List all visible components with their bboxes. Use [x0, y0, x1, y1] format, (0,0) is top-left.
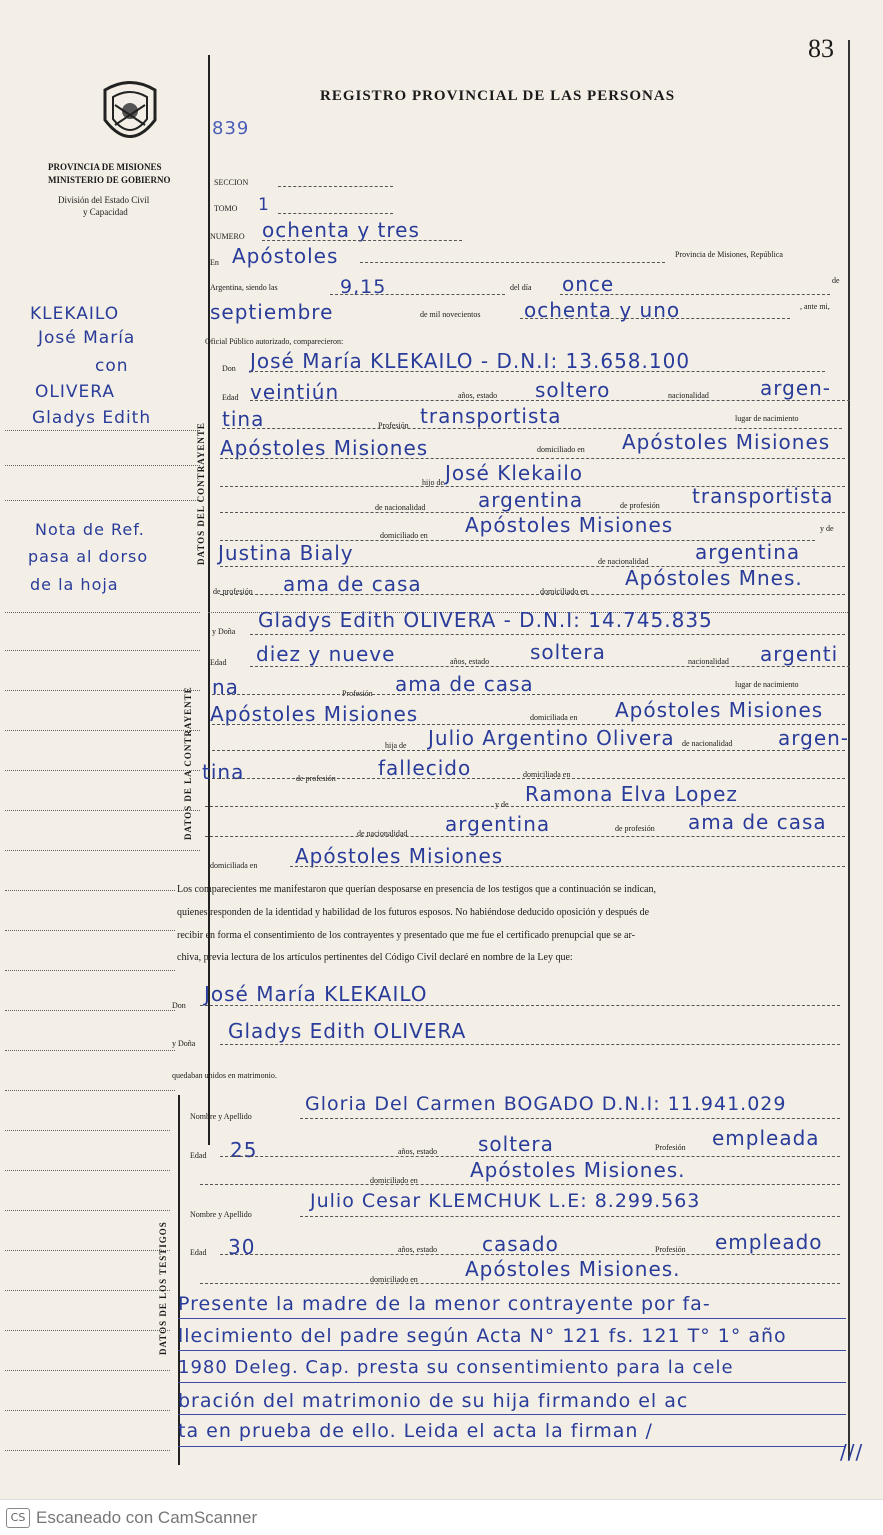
- numero-rule: [262, 240, 462, 241]
- bride-father-rule: [212, 750, 845, 751]
- witness2-profession: empleado: [715, 1230, 823, 1254]
- margin-rule: [5, 1330, 170, 1331]
- seccion-rule: [278, 186, 393, 187]
- witness1-residence: Apóstoles Misiones.: [470, 1158, 686, 1182]
- month-value: septiembre: [210, 300, 334, 324]
- margin-rule: [5, 1450, 170, 1451]
- datos-contrayente-label: DATOS DEL CONTRAYENTE: [196, 422, 206, 565]
- numero-value: ochenta y tres: [262, 218, 420, 242]
- bride-mother-name: Ramona Elva Lopez: [525, 782, 738, 806]
- mil-label: de mil novecientos: [420, 310, 481, 319]
- margin-note-ref-3: de la hoja: [30, 575, 119, 594]
- margin-rule: [5, 970, 175, 971]
- quedaban-label: quedaban unidos en matrimonio.: [172, 1071, 277, 1080]
- bride-birthplace: Apóstoles Misiones: [210, 702, 419, 726]
- groom-age-rule: [250, 400, 850, 401]
- seccion-label: SECCION: [214, 178, 249, 187]
- groom-mother-prof-rule: [220, 594, 845, 595]
- profesion-label-4: Profesión: [655, 1245, 686, 1254]
- witness2-name-rule: [300, 1216, 840, 1217]
- bride-prof-rule: [212, 694, 845, 695]
- provincia-label: Provincia de Misiones, República: [675, 250, 783, 259]
- witness1-status: soltera: [478, 1132, 554, 1156]
- margin-rule: [5, 1130, 170, 1131]
- bride-mother-rule: [205, 806, 845, 807]
- division-label-1: División del Estado Civil: [58, 195, 150, 205]
- obs-rule: [178, 1446, 846, 1447]
- registry-title: REGISTRO PROVINCIAL DE LAS PERSONAS: [320, 88, 676, 104]
- margin-rule: [5, 430, 200, 431]
- domiciliada-label-3: domiciliada en: [210, 861, 258, 870]
- groom-age: veintiún: [250, 380, 340, 404]
- margin-rule: [5, 1290, 170, 1291]
- margin-rule: [5, 500, 200, 501]
- tomo-label: TOMO: [214, 204, 238, 213]
- groom-mother-nationality: argentina: [695, 540, 801, 564]
- witness1-age: 25: [230, 1138, 258, 1162]
- en-label: En: [210, 258, 219, 267]
- observation-line-1: Presente la madre de la menor contrayente por fa-: [178, 1293, 711, 1315]
- groom-birthplace-rule: [220, 458, 845, 459]
- nacionalidad-label: nacionalidad: [668, 391, 709, 400]
- witness2-age-rule: [220, 1254, 840, 1255]
- groom-name-rule: [250, 371, 825, 372]
- edad-label-4: Edad: [190, 1248, 207, 1257]
- margin-rule: [5, 1250, 170, 1251]
- nombre-apellido-label-2: Nombre y Apellido: [190, 1210, 252, 1219]
- bride-mother-nat-rule: [205, 836, 845, 837]
- numero-label: NUMERO: [210, 232, 245, 241]
- act-number: 839: [212, 118, 250, 139]
- de-nacionalidad-label-4: de nacionalidad: [357, 829, 408, 838]
- edad-label: Edad: [222, 393, 239, 402]
- division-label-2: y Capacidad: [83, 207, 128, 217]
- domiciliado-label-3: domiciliado en: [540, 587, 588, 596]
- de-nacionalidad-label-2: de nacionalidad: [598, 557, 649, 566]
- obs-rule: [178, 1318, 846, 1319]
- witness1-name: Gloria Del Carmen BOGADO D.N.I: 11.941.029: [305, 1093, 787, 1115]
- page-edge-line: [848, 40, 850, 1460]
- margin-rule: [5, 1010, 175, 1011]
- margin-rule: [5, 1090, 175, 1091]
- witness1-profession: empleada: [712, 1126, 820, 1150]
- day-rule: [560, 294, 830, 295]
- groom-status: soltero: [535, 378, 611, 402]
- groom-mother-residence: Apóstoles Mnes.: [625, 566, 803, 590]
- groom-full-name: José María KLEKAILO - D.N.I: 13.658.100: [250, 349, 691, 373]
- domiciliado-label-1: domiciliado en: [537, 445, 585, 454]
- hija-de-label: hija de: [385, 741, 407, 750]
- edad-label-2: Edad: [210, 658, 227, 667]
- oficial-label: Oficial Público autorizado, comparecieron:: [205, 337, 344, 346]
- don-label-2: Don: [172, 1001, 186, 1010]
- profesion-label-2: Profesión: [342, 689, 373, 698]
- margin-rule: [5, 690, 200, 691]
- witness2-residence: Apóstoles Misiones.: [465, 1257, 681, 1281]
- declaration-line-4: chiva, previa lectura de los artículos pertinentes del Código Civil declaré en nombre de la Ley que:: [177, 952, 573, 963]
- day-value: once: [562, 272, 615, 296]
- margin-rule: [5, 810, 200, 811]
- hijo-de-label: hijo de: [422, 478, 444, 487]
- bride-mother-nationality: argentina: [445, 812, 551, 836]
- margin-rule: [5, 930, 175, 931]
- bride-father-profession: fallecido: [378, 756, 472, 780]
- datos-contrayenta-label: DATOS DE LA CONTRAYENTE: [183, 686, 193, 840]
- don-label: Don: [222, 364, 236, 373]
- bride-nationality-2: na: [212, 675, 239, 699]
- domiciliada-label-2: domiciliada en: [523, 770, 571, 779]
- observation-line-3: 1980 Deleg. Cap. presta su consentimiento para la cele: [178, 1357, 734, 1378]
- margin-rule: [5, 1370, 170, 1371]
- del-dia-label: del día: [510, 283, 532, 292]
- margin-rule: [5, 1050, 175, 1051]
- bride-father-prof-rule: [212, 778, 845, 779]
- witness2-status: casado: [482, 1232, 559, 1256]
- bride-mother-residence: Apóstoles Misiones: [295, 844, 504, 868]
- bride-father-nationality-1: argen-: [778, 726, 850, 750]
- scanner-watermark-text: Escaneado con CamScanner: [36, 1508, 258, 1527]
- bride-father-name: Julio Argentino Olivera: [428, 726, 675, 750]
- tomo-rule: [278, 213, 393, 214]
- bride-birthplace-rule: [212, 724, 845, 725]
- bride-residence: Apóstoles Misiones: [615, 698, 824, 722]
- camscanner-logo-icon: CS: [6, 1508, 30, 1528]
- lugar-nacimiento-label-2: lugar de nacimiento: [735, 680, 799, 689]
- year-value: ochenta y uno: [524, 298, 681, 322]
- y-de-label-2: y de: [495, 800, 509, 809]
- margin-rule: [5, 1170, 170, 1171]
- de-profesion-label-4: de profesión: [615, 824, 655, 833]
- anos-estado-label: años, estado: [458, 391, 498, 400]
- bride-mother-profession: ama de casa: [688, 810, 827, 834]
- anos-estado-label-3: años, estado: [398, 1147, 438, 1156]
- margin-rule: [5, 770, 200, 771]
- spouse-bride-name: Gladys Edith OLIVERA: [228, 1019, 467, 1043]
- witness1-name-rule: [300, 1118, 840, 1119]
- domiciliado-label-5: domiciliado en: [370, 1275, 418, 1284]
- de-label-1: de: [832, 276, 840, 285]
- groom-profession-rule: [222, 428, 842, 429]
- spouse-bride-rule: [220, 1044, 840, 1045]
- time-rule: [330, 294, 505, 295]
- spouse-groom-rule: [200, 1005, 840, 1006]
- edad-label-3: Edad: [190, 1151, 207, 1160]
- bride-age-rule: [250, 666, 850, 667]
- groom-residence: Apóstoles Misiones: [622, 430, 831, 454]
- de-profesion-label-1: de profesión: [620, 501, 660, 510]
- page-number: 83: [808, 34, 834, 63]
- profesion-label: Profesión: [378, 421, 409, 430]
- groom-mother-profession: ama de casa: [283, 572, 422, 596]
- margin-rule: [5, 890, 175, 891]
- margin-note-groom-name: José María: [38, 328, 136, 348]
- profesion-label-3: Profesión: [655, 1143, 686, 1152]
- year-rule: [520, 318, 790, 319]
- dona-label: y Doña: [212, 627, 236, 636]
- bride-status: soltera: [530, 640, 606, 664]
- city-value: Apóstoles: [232, 244, 339, 268]
- domiciliada-label-1: domiciliada en: [530, 713, 578, 722]
- groom-father-nationality: argentina: [478, 488, 584, 512]
- groom-birthplace: Apóstoles Misiones: [220, 436, 429, 460]
- margin-note-ref-1: Nota de Ref.: [35, 520, 145, 539]
- bride-mother-res-rule: [290, 866, 845, 867]
- nacionalidad-label-2: nacionalidad: [688, 657, 729, 666]
- groom-profession: transportista: [420, 404, 562, 428]
- spouse-groom-name: José María KLEKAILO: [204, 982, 428, 1006]
- bride-age: diez y nueve: [256, 642, 396, 666]
- witness1-res-rule: [200, 1184, 840, 1185]
- y-de-label-1: y de: [820, 524, 834, 533]
- observation-line-2: llecimiento del padre según Acta N° 121 fs. 121 T° 1° año: [178, 1325, 787, 1347]
- margin-rule: [5, 650, 200, 651]
- argentina-label: Argentina, siendo las: [210, 283, 278, 292]
- margin-rule: [5, 850, 200, 851]
- declaration-line-1: Los comparecientes me manifestaron que querían desposarse en presencia de los testigos que a continuación se indican,: [177, 884, 656, 895]
- margin-rule: [5, 465, 200, 466]
- groom-mother-name: Justina Bialy: [218, 541, 354, 565]
- nombre-apellido-label-1: Nombre y Apellido: [190, 1112, 252, 1121]
- margin-note-groom-surname: KLEKAILO: [30, 304, 120, 324]
- city-rule: [360, 262, 665, 263]
- margin-rule: [5, 612, 200, 613]
- witness2-res-rule: [200, 1283, 840, 1284]
- declaration-line-2: quienes responden de la identidad y habilidad de los futuros esposos. No habiéndose deducido oposición y después de: [177, 907, 650, 918]
- anos-estado-label-4: años, estado: [398, 1245, 438, 1254]
- de-nacionalidad-label-3: de nacionalidad: [682, 739, 733, 748]
- time-value: 9,15: [340, 276, 387, 298]
- obs-rule: [178, 1382, 846, 1383]
- margin-note-bride-surname: OLIVERA: [35, 382, 115, 402]
- ante-mi-label: , ante mi,: [800, 302, 830, 311]
- obs-rule: [178, 1350, 846, 1351]
- scanner-watermark-bar: [0, 1499, 883, 1535]
- margin-rule: [5, 1210, 170, 1211]
- bride-name-rule: [250, 634, 845, 635]
- bride-nationality-1: argenti: [760, 642, 839, 666]
- margin-rule: [5, 1410, 170, 1411]
- witness1-age-rule: [220, 1156, 840, 1157]
- margin-note-ref-2: pasa al dorso: [28, 547, 149, 566]
- ministry-label: MINISTERIO DE GOBIERNO: [48, 175, 171, 185]
- datos-testigos-label: DATOS DE LOS TESTIGOS: [158, 1221, 168, 1355]
- bride-father-nationality-2: tina: [202, 760, 245, 784]
- groom-nationality-2: tina: [222, 407, 265, 431]
- bride-full-name: Gladys Edith OLIVERA - D.N.I: 14.745.835: [258, 608, 713, 632]
- y-dona-label-2: y Doña: [172, 1039, 196, 1048]
- groom-father-residence: Apóstoles Misiones: [465, 513, 674, 537]
- lugar-nacimiento-label: lugar de nacimiento: [735, 414, 799, 423]
- groom-father-name: José Klekailo: [445, 461, 584, 485]
- groom-nationality-1: argen-: [760, 376, 832, 400]
- de-nacionalidad-label-1: de nacionalidad: [375, 503, 426, 512]
- de-profesion-label-3: de profesión: [296, 774, 336, 783]
- margin-note-con: con: [95, 356, 129, 376]
- margin-rule: [5, 730, 200, 731]
- province-label: PROVINCIA DE MISIONES: [48, 162, 162, 172]
- witness2-name: Julio Cesar KLEMCHUK L.E: 8.299.563: [310, 1190, 701, 1212]
- declaration-line-3: recibir en forma el consentimiento de los contrayentes y presentado que me fue el certificado prenupcial que se ar-: [177, 930, 635, 941]
- tomo-value: 1: [258, 195, 270, 215]
- bride-profession: ama de casa: [395, 672, 534, 696]
- domiciliado-label-4: domiciliado en: [370, 1176, 418, 1185]
- domiciliado-label-2: domiciliado en: [380, 531, 428, 540]
- coat-of-arms-seal: [95, 75, 165, 155]
- observation-line-5: ta en prueba de ello. Leida el acta la firman /: [178, 1420, 653, 1442]
- witness2-age: 30: [228, 1235, 256, 1259]
- observation-line-4: bración del matrimonio de su hija firmando el ac: [178, 1390, 689, 1412]
- obs-rule: [178, 1414, 846, 1415]
- margin-note-bride-name: Gladys Edith: [32, 408, 152, 428]
- closing-strokes: ///: [840, 1440, 864, 1464]
- de-profesion-label-2: de profesión: [213, 587, 253, 596]
- anos-estado-label-2: años, estado: [450, 657, 490, 666]
- groom-father-profession: transportista: [692, 484, 834, 508]
